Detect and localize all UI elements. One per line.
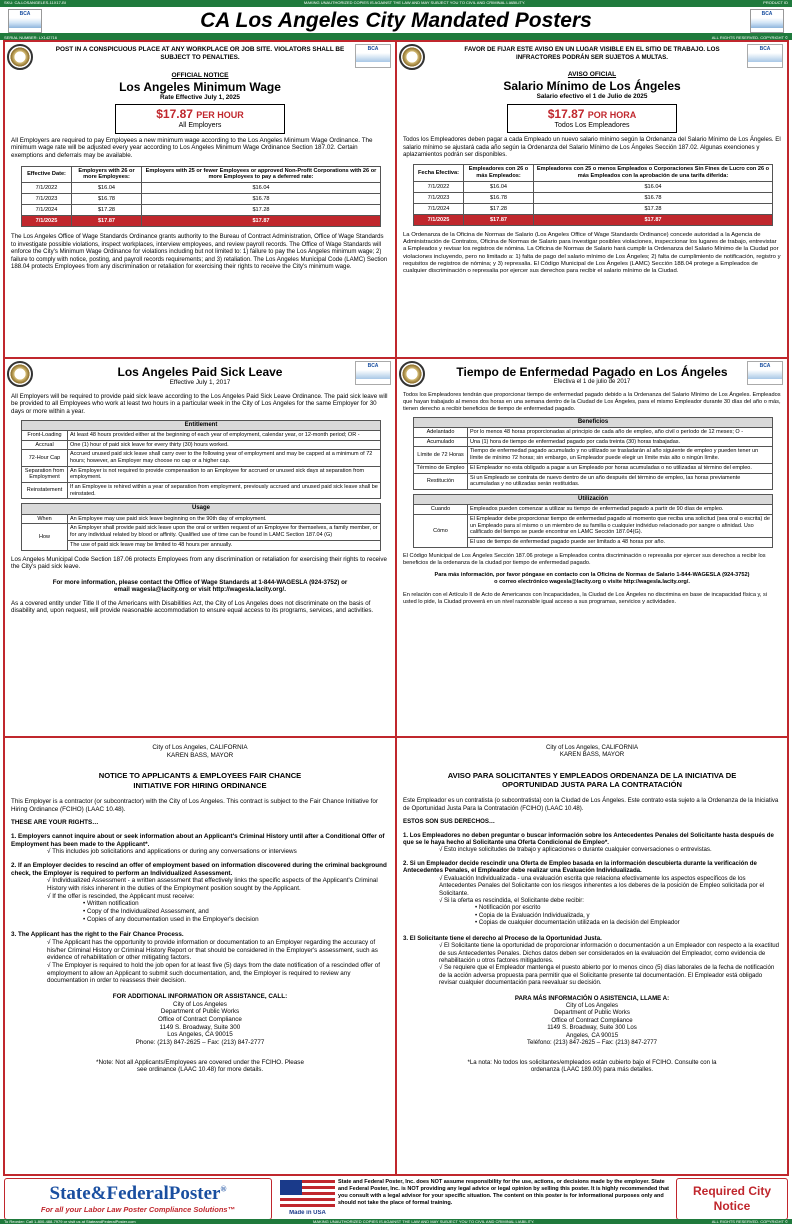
effective-date: Efectiva el 1 de julio de 2017 [553, 379, 631, 385]
section-title: Salario Mínimo de Los Ángeles [503, 79, 681, 94]
table-cell: $16.04 [72, 183, 142, 194]
body-text: La Ordenanza de la Oficina de Normas de Salario (Los Angeles Office of Wage Standards Ordinance) concede autoridad a la Agencia de Administración de Contratos, Oficina de Normas de Salario para investigar posibles violaciones, inspeccionar los lugares de trabajo, entrevistar a Empleados y revisar los registros de nómina. La Oficina de Normas de Salario hará cumplir la Ordenanza del Salario Mínimo de la Ciudad por violaciones incluyendo, pero no limitado a: 1) falta de pago del salario mínimo de Los Ángeles; 2) falta de cumplimiento de notificación, registro y requisitos de registros de nómina; y 3) represalia. El Código Municipal de Los Ángeles (LAMC) Sección 188.04 protege a Empleados de cualquier discriminación o represalia por ejercer sus derechos para recibir el salario mínimo de la Ciudad. [403, 232, 781, 275]
col-header: Effective Date: [22, 166, 72, 183]
table-row [22, 183, 381, 194]
row-key: Límite de 72 Horas [414, 447, 468, 463]
bca-logo-text: BCA [761, 11, 773, 17]
table-row [414, 538, 773, 548]
row-value: Una (1) hora de tiempo de enfermedad pagado por cada treinta (30) horas trabajadas. [468, 437, 773, 447]
rate-box [507, 104, 677, 133]
body-text: The Los Angeles Office of Wage Standards Ordinance grants authority to the Bureau of Contract Administration, Office of Wage Standards to investigate possible violations, inspect workplaces, interview employees, and review payroll records. The Office of Wage Standards will enforce the City's Minimum Wage Ordinance for violations including but not limited to: 1) failure to pay the Los Angeles minimum wage; 2) failure to comply with notice, posting, and payroll records requirements; and 3) retaliation. The Los Angeles Municipal Code (LAMC) Section 188.04 protects Employees from any discrimination or retaliation for exercising their rights to receive the City's minimum wage. [11, 233, 388, 270]
table-cell: 7/1/2023 [22, 194, 72, 205]
intro-text: Este Empleador es un contratista (o subcontratista) con la Ciudad de Los Ángeles. Este contrato esta sujeto a la Ordenanza de la Iniciativa de Oportunidad Justa Para la Contratación (FCIHO) (LAAC 10.48). [403, 797, 779, 812]
col-header: Employers with 25 or fewer Employees or approved Non-Profit Corporations with 26 or more Employees to pay a deferred rate: [142, 166, 381, 183]
table-cell: 7/1/2024 [414, 204, 464, 215]
section-title: NOTICE TO APPLICANTS & EMPLOYEES FAIR CHANCE INITIATIVE FOR HIRING ORDINANCE [98, 771, 302, 790]
rate-box [115, 104, 285, 133]
lamc-text: El Código Municipal de Los Ángeles Sección 187.06 protege a Empleados contra discriminación o represalia por ejercer sus derechos a recibir los beneficios de la ordenanza de la ciudad por tiempo de enfermedad pagado. [403, 552, 766, 566]
row-key: How [22, 524, 68, 550]
row-key: Front-Loading [22, 430, 68, 440]
effective-date: Effective July 1, 2017 [169, 379, 231, 386]
table-row [414, 515, 773, 538]
intro-text: This Employer is a contractor (or subcontractor) with the City of Los Angeles. This contract is subject to the Fair Chance Initiative for Hiring Ordinance (FCIHO) (LAAC 10.48). [11, 797, 379, 813]
row-key: 72-Hour Cap [22, 450, 68, 466]
lamc-text: Los Angeles Municipal Code Section 187.06 protects Employees from any discrimination or retaliation for exercising their rights to receive the City's paid sick leave. [11, 555, 387, 571]
fair-chance-spanish [397, 738, 787, 1174]
minimum-wage-spanish [397, 42, 787, 357]
ada-text: En relación con el Artículo II de Acto de Americanos con Incapacidades, la Ciudad de Los Ángeles no discrimina en base de incapacidad física y, si usted lo pide, la Ciudad proveerá en un nivel razonable igual acceso a sus programas, servicios y actividades. [403, 592, 768, 605]
row-key: Adelantado [414, 428, 468, 438]
copyright-warning: MAKING UNAUTHORIZED COPIES IS AGAINST THE LAW AND MAY SUBJECT YOU TO CIVIL AND CRIMINAL LIABILITY. [303, 0, 526, 5]
table-cell: $16.04 [464, 182, 534, 193]
col-header: Empleadores con 26 o más Empleados: [464, 165, 534, 182]
rate-unit: PER HOUR [196, 110, 244, 121]
table-row [22, 440, 381, 450]
brand-logo [5, 1182, 271, 1205]
utilization-table [413, 494, 773, 548]
address-line: Department of Public Works [160, 1008, 240, 1016]
address-line: 1149 S. Broadway, Suite 300 Los [547, 1024, 637, 1032]
list-item: • Notificación por escrito [475, 904, 541, 912]
official-notice: OFFICIAL NOTICE [171, 71, 229, 79]
row-value: An Employer shall provide paid sick leave upon the oral or written request of an Employee for themselves, a family member, or for any individual related by blood or affinity. Qualified use of time can be found in LAMC Section 187.04 (G) [68, 524, 381, 540]
row-value: Accrued unused paid sick leave shall carry over to the following year of employment and may be capped at a minimum of 72 hours; however, an Employer may choose no cap or a higher cap. [68, 450, 381, 466]
section-title: Los Angeles Minimum Wage [119, 79, 281, 94]
serial-number: SERIAL NUMBER: LX142716 [4, 35, 57, 40]
post-notice: FAVOR DE FIJAR ESTE AVISO EN UN LUGAR VISIBLE EN EL SITIO DE TRABAJO. LOS INFRACTORES PODRÁN SER SUJETOS A MULTAS. [464, 46, 720, 61]
address-line: 1149 S. Broadway, Suite 300 [159, 1023, 241, 1031]
table-row [22, 430, 381, 440]
registered-mark: ® [220, 1184, 227, 1194]
table-cell: $17.28 [534, 204, 773, 215]
product-id: PRODUCT ID [763, 0, 788, 5]
col-header: Employers with 26 or more Employees: [72, 166, 142, 183]
reorder-text: To Reorder: Call 1-800-488-7979 or visit us at StateandFederalPoster.com [4, 1219, 136, 1224]
contact-address [403, 1002, 781, 1047]
list-item: • Copia de la Evaluación Individualizada, y [475, 911, 590, 919]
list-item: • Copy of the Individualized Assessment, and [83, 907, 209, 915]
address-line: City of Los Angeles [173, 1000, 227, 1008]
table-cell: 7/1/2023 [414, 193, 464, 204]
brand-name: State&FederalPoster [49, 1183, 221, 1204]
right-1: 1. Employers cannot inquire about or seek information about an Applicant's Criminal History until after a Conditional Offer of Employment has been made to the Applicant*. [11, 832, 385, 848]
row-value: El uso de tiempo de enfermedad pagado puede ser limitado a 48 horas por año. [468, 538, 773, 548]
disclaimer-text: State and Federal Poster, Inc. does NOT assume responsibility for the use, actions, or decisions made by the employer. State and Federal Poster, Inc. is NOT providing any legal advice or legal opinion by selling this poster. It is highly recommended that you consult with a legal advisor for your specific situation. The content on this poster is for informational purposes only and should not take the place of formal training. [338, 1179, 669, 1207]
row-key: When [22, 514, 68, 524]
section-title: Los Angeles Paid Sick Leave [117, 365, 283, 379]
table-cell: $17.87 [464, 215, 534, 226]
wage-table [21, 166, 381, 228]
made-in-usa-badge [280, 1180, 335, 1218]
row-value: Por lo menos 48 horas proporcionadas al principio de cada año de empleo, año civil o período de 12 meses; O - [468, 428, 773, 438]
right-2-detail-a: √ Evaluación Individualizada - una evaluación escrita que relaciona efectivamente los aspectos específicos de los Antecedentes Penales del Solicitante con los riesgos inherentes a los deberes de la posición de Empleo solicitada por el Solicitante. [439, 874, 765, 897]
table-title: Entitlement [22, 420, 381, 430]
right-1-detail: √ This includes job solicitations and applications or during any conversations or interviews [47, 848, 297, 856]
bca-logo-right [750, 9, 784, 33]
rights-text: ALL RIGHTS RESERVED. COPYRIGHT © [711, 1219, 788, 1224]
list-item: • Copias de cualquier documentación utilizada en la decisión del Empleador [475, 919, 680, 927]
intro-text: All Employers will be required to provide paid sick leave according to the Los Angeles Paid Sick Leave Ordinance. The paid sick leave will be provided to all Employees who work at least two hours in a particular week in the City of Los Angeles for the same Employer for 30 days or more within a year. [11, 392, 388, 415]
required-notice-label: Required City Notice [692, 1184, 771, 1213]
row-key: Reinstatement [22, 483, 68, 499]
contact-address [11, 1001, 389, 1047]
table-cell: $16.04 [534, 182, 773, 193]
rate-effective: Salario efectivo el 1 de Julio de 2025 [536, 93, 648, 101]
row-value: One (1) hour of paid sick leave for every thirty (30) hours worked. [68, 440, 381, 450]
table-row [414, 193, 773, 204]
mayor-name: KAREN BASS, MAYOR [166, 751, 234, 759]
col-header: Fecha Efectiva: [414, 165, 464, 182]
right-2: 2. Si un Empleador decide rescindir una Oferta de Empleo basada en la información descubierta durante la verificación de Antecedentes Penales, el Empleador debe realizar una Evaluación Individualizada. [403, 859, 757, 875]
call-heading: FOR ADDITIONAL INFORMATION OR ASSISTANCE, CALL: [112, 992, 288, 1000]
table-row [414, 204, 773, 215]
paid-sick-leave-english [5, 359, 395, 736]
rate-who: Todos Los Empleadores [554, 121, 630, 129]
table-title: Usage [22, 504, 381, 514]
intro-text: Todos los Empleadores tendrán que proporcionar tiempo de enfermedad pagado debido a la Ordenanza del Salario Mínimo de Los Ángeles. Empleados que hayan trabajado al menos dos horas en una semana dentro de la Ciudad de Los Ángeles, para el mismo Empleador durante 30 días del año o más, tienen derecho a recibir beneficios de tiempo de enfermedad pagado. [403, 392, 781, 412]
right-3-detail-a: √ El Solicitante tiene la oportunidad de proporcionar información o documentación a un Empleador con respecto a la exactitud de sus Antecedentes Penales. Dichos datos deben ser considerados en la evaluación del Empleador, como evidencia de rehabilitación u otros factores mitigadores. [439, 942, 780, 964]
table-cell: $16.78 [72, 194, 142, 205]
table-cell: $17.28 [72, 205, 142, 216]
right-3-detail-b: √ Se requiere que el Empleador mantenga el puesto abierto por lo menos cinco (5) días laborales de la fecha de notificación de la acción adversa propuesta para permitir que el Solicitante presente tal documentación. El Empleador está obligado revisar cualquier documentación para reevaluar su decisión. [439, 964, 775, 987]
list-item: • Written notification [83, 900, 139, 908]
table-row [414, 428, 773, 438]
table-cell: $17.87 [142, 216, 381, 227]
bca-logo [747, 361, 783, 385]
city-seal-icon [399, 44, 425, 70]
bca-logo [355, 44, 391, 68]
table-row [22, 205, 381, 216]
table-row-current [414, 215, 773, 226]
table-row [414, 505, 773, 515]
table-row [414, 182, 773, 193]
table-title: Utilización [414, 494, 773, 504]
row-key: Cuando [414, 505, 468, 515]
intro-text: All Employers are required to pay Employees a new minimum wage according to the Los Angeles Minimum Wage Ordinance. The minimum wage rate will be adjusted every year according to Los Angeles Minimum Wage Ordinance Section 187.02. Certain exemptions and deferrals may be available. [11, 136, 373, 159]
right-1: 1. Los Empleadores no deben preguntar o buscar información sobre los Antecedentes Penales del Solicitante hasta después de que se le haya hecho al Solicitante una Oferta Condicional de Empleo*. [403, 831, 774, 847]
section-title: Tiempo de Enfermedad Pagado en Los Ángeles [456, 365, 728, 379]
table-row [22, 466, 381, 482]
address-line: Teléfono: (213) 847-2625 – Fax: (213) 847-2777 [526, 1039, 658, 1047]
bca-logo-text: BCA [19, 11, 31, 17]
table-cell: $17.28 [464, 204, 534, 215]
row-key: Término de Empleo [414, 463, 468, 473]
rate-who: All Employers [178, 122, 222, 130]
row-value: Tiempo de enfermedad pagado acumulado y no utilizado se trasladarán al año siguiente de empleo y pueden tener un límite de mínimo 72 horas; sin embargo, un Empleador puede elegir un límite más alto o ningún límite. [468, 447, 773, 463]
benefits-table [413, 417, 773, 490]
minimum-wage-english [5, 42, 395, 357]
right-3-detail-a: √ The Applicant has the opportunity to provide information or documentation to an Employer regarding the accuracy of his/her Criminal History or Criminal History Report or that should be considered in the Employer's assessment, such as evidence of rehabilitation or other mitigating factors. [47, 938, 378, 962]
table-row [22, 514, 381, 524]
table-cell: $16.04 [142, 183, 381, 194]
bca-logo-text: BCA [759, 363, 771, 369]
address-line: Office of Contract Compliance [551, 1016, 633, 1024]
rights-heading: THESE ARE YOUR RIGHTS… [11, 819, 99, 827]
row-key: Separation from Employment [22, 466, 68, 482]
table-cell: $16.78 [142, 194, 381, 205]
note-text: *Note: Not all Applicants/Employees are covered under the FCIHO. Please see ordinance (LAAC 10.48) for more details. [96, 1058, 304, 1074]
table-cell: 7/1/2022 [22, 183, 72, 194]
rights-text: ALL RIGHTS RESERVED. COPYRIGHT © [711, 35, 788, 40]
made-in-usa-text: Made in USA [289, 1210, 326, 1216]
note-text: *La nota: No todos los solicitantes/empleados están cubierto bajo el FCIHO. Consulte con la ordenanza (LAAC 189.00) para más detalles. [467, 1058, 717, 1073]
city-seal-icon [7, 44, 33, 70]
contact-text: For more information, please contact the Office of Wage Standards at 1-844-WAGESLA (924-3752) or email wagesla@lacity.org or visit http://wagesla.lacity.org/. [52, 578, 348, 594]
bca-logo-text: BCA [367, 46, 379, 52]
required-notice-box [676, 1178, 788, 1220]
intro-text: Todos los Empleadores deben pagar a cada Empleado un nuevo salario mínimo según la Ordenanza del Salario Mínimo de Los Ángeles. El salario mínimo se ajustará cada año según la Ordenanza del Salario Mínimo de Los Ángeles Sección 187.02. Algunas exenciones y aplazamientos podrán ser disponibles. [403, 136, 781, 158]
address-line: Department of Public Works [554, 1009, 630, 1017]
table-cell: $17.87 [72, 216, 142, 227]
address-line: Angeles, CA 90015 [565, 1031, 619, 1039]
fair-chance-english [5, 738, 395, 1174]
table-row [22, 524, 381, 540]
rate-value: $17.87 [547, 106, 585, 121]
table-row [22, 540, 381, 550]
ada-text: As a covered entity under Title II of the Americans with Disabilities Act, the City of Los Angeles does not discriminate on the basis of disability and, upon request, will provide reasonable accommodation to ensure equal access to its programs, services, and activities. [11, 599, 374, 615]
table-cell: 7/1/2022 [414, 182, 464, 193]
table-cell: $17.87 [534, 215, 773, 226]
row-value: At least 48 hours provided either at the beginning of each year of employment, calendar year, or 12-month period; OR - [68, 430, 381, 440]
table-cell: $16.78 [534, 193, 773, 204]
city-name: City of Los Angeles, CALIFORNIA [545, 744, 639, 751]
address-line: Phone: (213) 847-2625 – Fax: (213) 847-2777 [135, 1038, 265, 1046]
wage-table [413, 164, 773, 226]
row-key: Acumulado [414, 437, 468, 447]
rate-effective: Rate Effective July 1, 2025 [160, 93, 240, 101]
row-value: The use of paid sick leave may be limited to 48 hours per annually. [68, 540, 381, 550]
table-row [22, 483, 381, 499]
bca-logo-text: BCA [367, 363, 379, 369]
bca-logo [747, 44, 783, 68]
table-cell: $16.78 [464, 193, 534, 204]
table-cell: 7/1/2025 [414, 215, 464, 226]
table-row [22, 194, 381, 205]
section-title: AVISO PARA SOLICITANTES Y EMPLEADOS ORDENANZA DE LA INICIATIVA DE OPORTUNIDAD JUSTA PARA LA CONTRATACIÓN [447, 770, 737, 790]
right-1-detail: √ Esto incluye solicitudes de trabajo y aplicaciones o durante cualquier conversaciones o entrevistas. [439, 846, 712, 854]
row-key: Restitución [414, 473, 468, 489]
right-3: 3. The Applicant has the right to the Fair Chance Process. [11, 931, 184, 939]
table-row [414, 463, 773, 473]
copyright-warning: MAKING UNAUTHORIZED COPIES IS AGAINST THE LAW AND MAY SUBJECT YOU TO CIVIL AND CRIMINAL LIABILITY. [313, 1219, 535, 1224]
address-line: Los Angeles, CA 90015 [167, 1031, 233, 1039]
right-3-detail-b: √ The Employer is required to hold the job open for at least five (5) days from the date notification of a rescinded offer of employment to allow an Applicant to submit such documentation, and, the Employer is required to review any documentation in order to reassess their decision. [47, 961, 380, 985]
right-2: 2. If an Employer decides to rescind an offer of employment based on information discovered during the criminal background check, the Employer is required to perform an Individualized Assessment. [11, 861, 387, 877]
rescind-list [403, 904, 781, 926]
city-seal-icon [7, 361, 33, 387]
official-notice: AVISO OFICIAL [567, 71, 617, 79]
table-cell: 7/1/2025 [22, 216, 72, 227]
table-row [414, 473, 773, 489]
brand-box [4, 1178, 272, 1220]
list-item: • Copies of any documentation used in the Employer's decision [83, 915, 259, 923]
rate-unit: POR HORA [587, 109, 637, 120]
entitlement-table [21, 420, 381, 500]
table-cell: 7/1/2024 [22, 205, 72, 216]
bca-logo-left [8, 9, 42, 33]
right-3: 3. El Solicitante tiene el derecho al Proceso de la Oportunidad Justa. [403, 934, 602, 942]
bca-logo [355, 361, 391, 385]
rights-heading: ESTOS SON SUS DERECHOS… [403, 818, 495, 826]
usage-table [21, 503, 381, 550]
row-key: Accrual [22, 440, 68, 450]
call-heading: PARA MÁS INFORMACIÓN O ASISTENCIA, LLAME A: [514, 994, 670, 1002]
mayor-name: KAREN BASS, MAYOR [559, 751, 625, 759]
rate-value: $17.87 [156, 107, 193, 122]
row-value: An Employee may use paid sick leave beginning on the 90th day of employment. [68, 514, 381, 524]
row-key: Cómo [414, 515, 468, 548]
brand-tagline: For all your Labor Law Poster Compliance Solutions™ [40, 1205, 236, 1215]
row-value: El Empleador no esta obligado a pagar a un Empleado por horas acumuladas o no utilizadas al término del empleo. [468, 463, 773, 473]
bca-logo-text: BCA [759, 46, 771, 52]
table-cell: $17.28 [142, 205, 381, 216]
poster-header [0, 5, 792, 35]
row-value: Si un Empleado se contrata de nuevo dentro de un año después del término de empleo, las horas previamente acumuladas y no utilizadas serán restituidas. [468, 473, 773, 489]
poster-title: CA Los Angeles City Mandated Posters [200, 9, 592, 32]
right-2-detail-b: √ Si la oferta es rescindida, el Solicitante debe recibir: [439, 896, 584, 904]
post-notice: POST IN A CONSPICUOUS PLACE AT ANY WORKPLACE OR JOB SITE. VIOLATORS SHALL BE SUBJECT TO PENALTIES. [55, 46, 345, 61]
right-2-detail-a: √ Individualized Assessment - a written assessment that effectively links the specific aspects of the Applicant's Criminal History with risks inherent in the duties of the Employment position sought by the Applicant. [47, 877, 378, 892]
city-name: City of Los Angeles, CALIFORNIA [152, 744, 248, 751]
table-title: Beneficios [414, 417, 773, 427]
row-value: If an Employee is rehired within a year of separation from employment, previously accrued and unused paid sick leave shall be reinstated. [68, 483, 381, 499]
sku-text: SKU: CA-LOSANGELES-11X17-BI [4, 0, 66, 5]
address-line: City of Los Angeles [565, 1002, 619, 1010]
right-2-detail-b: √ If the offer is rescinded, the Applicant must receive: [47, 892, 195, 900]
row-value: An Employer is not required to provide compensation to an Employee for accrued or unused sick days at separation from employment. [68, 466, 381, 482]
table-row [414, 437, 773, 447]
row-value: El Empleador debe proporcionar tiempo de enfermedad pagado al momento que reciba una solicitud (sea oral o escrita) de un Empleado para sí mismo o un miembro de su familia o cualquier individuo relacionado por sangre o afinidad. Uso calificado del tiempo se puede encontrar en LAMC Sección 187.04(G). [468, 515, 773, 538]
address-line: Office of Contract Compliance [158, 1015, 242, 1023]
bottom-info-bar [0, 1219, 792, 1224]
table-row [414, 447, 773, 463]
table-row-current [22, 216, 381, 227]
city-seal-icon [399, 361, 425, 387]
col-header: Empleadores con 25 o menos Empleados o Corporaciones Sin Fines de Lucro con 26 o más Empleados con la aprobación de una tarifa diferida: [534, 165, 773, 182]
us-flag-icon [280, 1180, 335, 1210]
row-value: Empleados pueden comenzar a utilizar su tiempo de enfermedad pagado a partir de 90 días de empleo. [468, 505, 773, 515]
rescind-list [11, 900, 389, 923]
contact-text: Para más información, por favor póngase en contacto con la Oficina de Normas de Salario 1-844-WAGESLA (924-3752) o correo electrónico wagesla@lacity.org o visite http://wagesla.lacity.org/. [434, 572, 750, 586]
paid-sick-leave-spanish [397, 359, 787, 736]
table-row [22, 450, 381, 466]
